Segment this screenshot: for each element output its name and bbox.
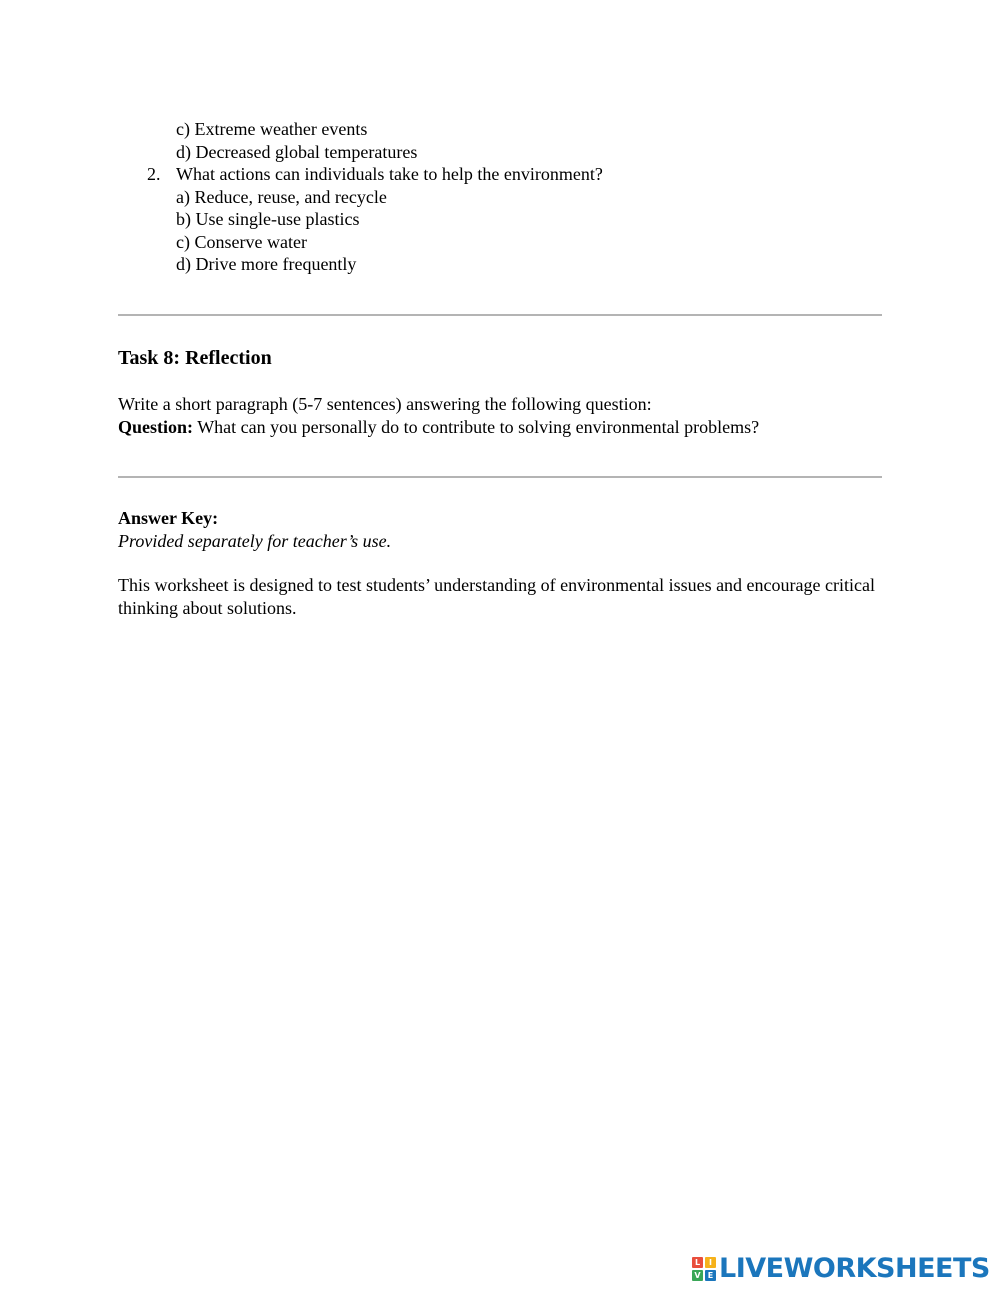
q1-option-c: c) Extreme weather events [176, 119, 368, 139]
question-text: What can you personally do to contribute to solving environmental problems? [193, 417, 760, 437]
task8-question [118, 416, 882, 439]
answer-key-title: Answer Key: [118, 508, 219, 528]
answer-key-note: Provided separately for teacher’s use. [118, 531, 392, 551]
q1-option-d: d) Decreased global temperatures [176, 142, 418, 162]
q2-option-b: b) Use single-use plastics [176, 209, 360, 229]
logo-mark-icon [692, 1257, 716, 1281]
task8-instruction-text: Write a short paragraph (5-7 sentences) answering the following question: [118, 394, 652, 414]
q2-option-d: d) Drive more frequently [176, 254, 357, 274]
section-divider [118, 476, 882, 478]
liveworksheets-logo[interactable] [692, 1254, 990, 1284]
task8-heading: Task 8: Reflection [118, 347, 272, 369]
logo-letter-i: I [705, 1257, 716, 1268]
logo-text: LIVEWORKSHEETS [719, 1253, 990, 1284]
q2-text: What actions can individuals take to help the environment? [176, 164, 603, 184]
logo-letter-v: V [692, 1270, 703, 1281]
closing-paragraph: This worksheet is designed to test students’ understanding of environmental issues and encourage critical thinking about solutions. [118, 575, 875, 618]
q2-number: 2. [147, 164, 161, 184]
logo-letter-l: L [692, 1257, 703, 1268]
q2-option-a: a) Reduce, reuse, and recycle [176, 187, 387, 207]
question-label: Question: [118, 417, 194, 437]
q2-option-c: c) Conserve water [176, 232, 307, 252]
task8-instructions [118, 393, 882, 439]
answer-key-section [118, 507, 882, 553]
logo-letter-e: E [705, 1270, 716, 1281]
section-divider [118, 314, 882, 316]
